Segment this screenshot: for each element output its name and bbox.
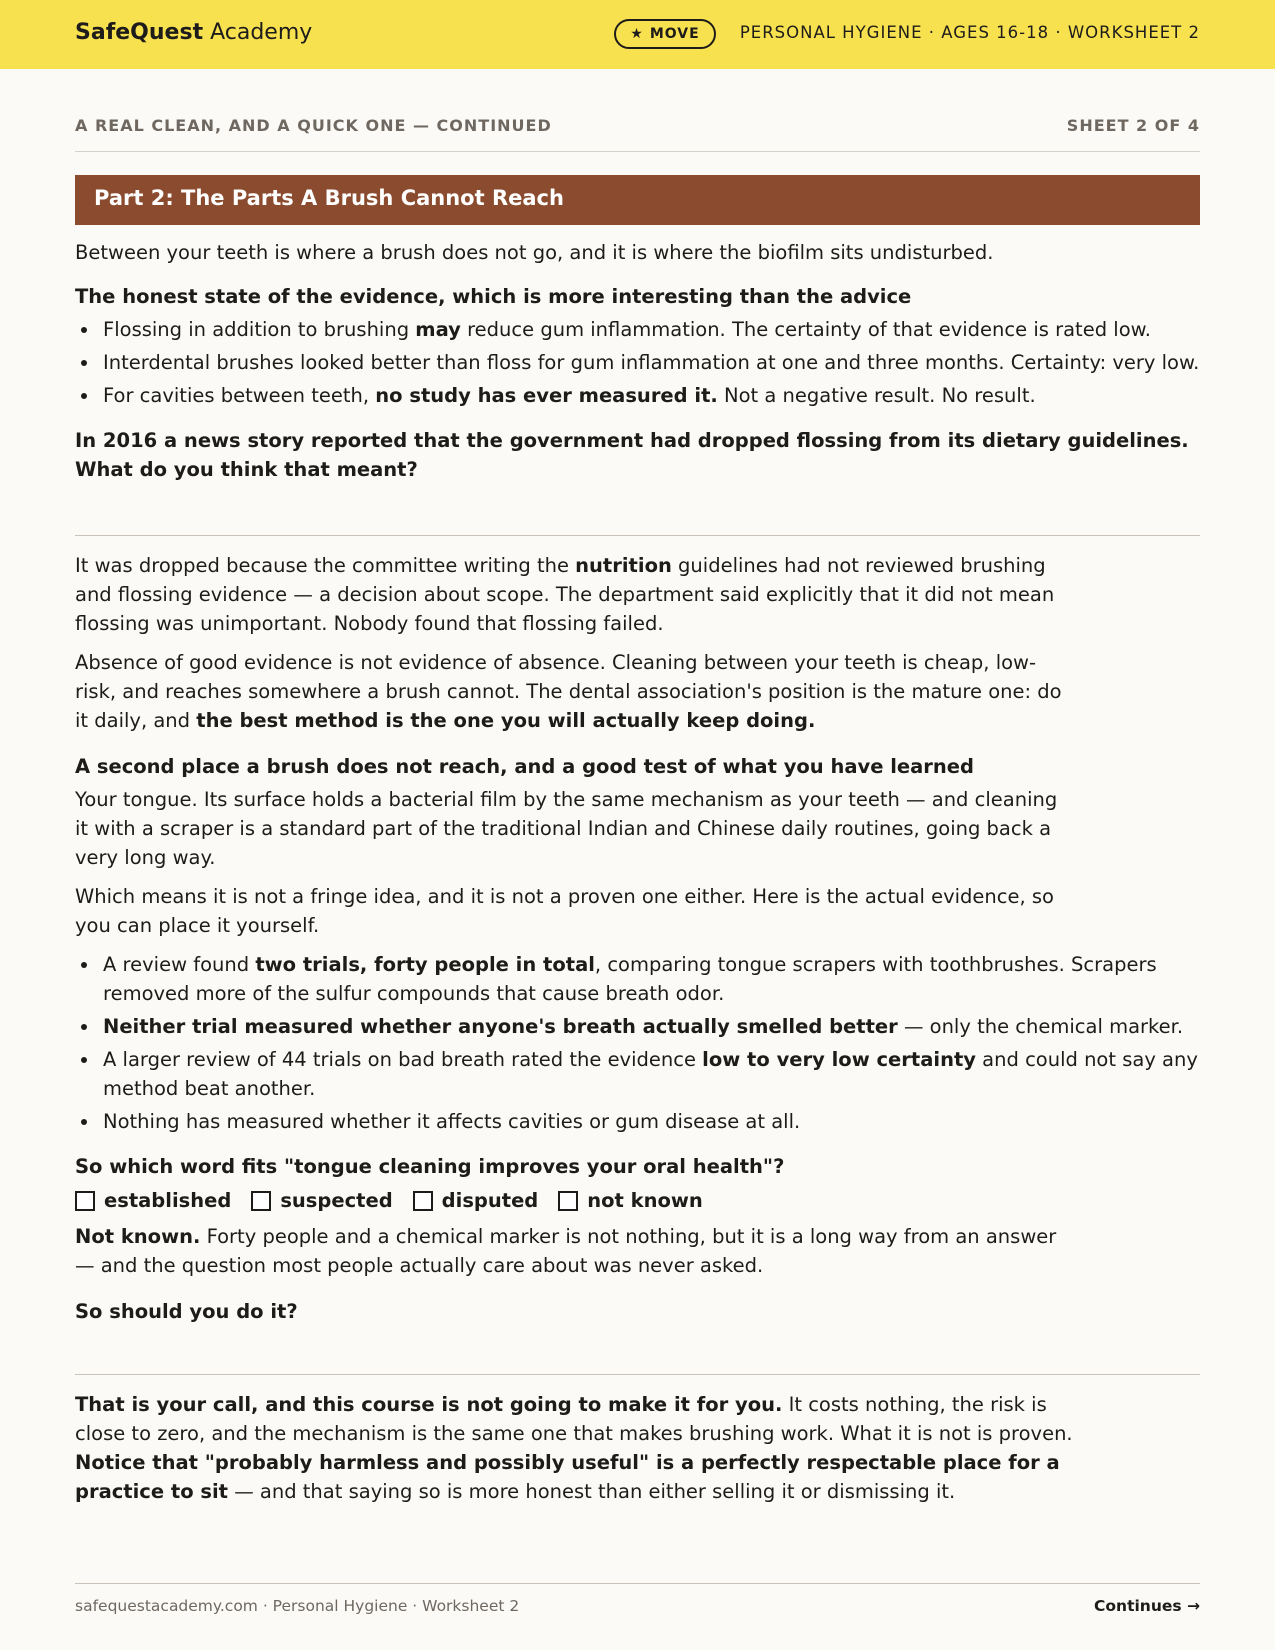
evidence-heading: The honest state of the evidence, which is more interesting than the advice <box>75 285 912 308</box>
top-banner <box>0 0 1275 69</box>
option-disputed[interactable]: disputed <box>413 1189 539 1212</box>
answer-options <box>75 1189 1200 1212</box>
tongue-paragraph: Which means it is not a fringe idea, and it is not a proven one either. Here is the actual evidence, so you can place it yourself. <box>75 885 1054 937</box>
answer-paragraph: Absence of good evidence is not evidence of absence. Cleaning between your teeth is cheap, low-risk, and reaches somewhere a brush cannot. The dental association's position is the mature one: do it daily, and the best method is the one you will actually keep doing. <box>75 651 1062 732</box>
brand-logo: SafeQuest Academy <box>75 20 313 45</box>
tongue-heading: A second place a brush does not reach, and a good test of what you have learned <box>75 755 974 778</box>
divider <box>75 151 1200 152</box>
checkbox[interactable] <box>558 1191 578 1211</box>
part-intro: Between your teeth is where a brush does not go, and it is where the biofilm sits undisturbed. <box>75 241 994 264</box>
sheet-number: SHEET 2 OF 4 <box>1066 116 1200 135</box>
star-icon: ★ <box>630 26 644 42</box>
option-established[interactable]: established <box>75 1189 231 1212</box>
footer-divider <box>75 1583 1200 1584</box>
list-item: Flossing in addition to brushing may reduce gum inflammation. The certainty of that evidence is rated low. <box>75 315 1200 344</box>
section-subtitle: A REAL CLEAN, AND A QUICK ONE — CONTINUED <box>75 116 552 135</box>
tongue-evidence-list <box>75 950 1200 1136</box>
tongue-paragraph: Your tongue. Its surface holds a bacterial film by the same mechanism as your teeth — and cleaning it with a scraper is a standard part of the traditional Indian and Chinese daily routines, going back a very long way. <box>75 788 1058 869</box>
option-suspected[interactable]: suspected <box>251 1189 392 1212</box>
list-item: Nothing has measured whether it affects cavities or gum disease at all. <box>75 1107 1200 1136</box>
list-item: Neither trial measured whether anyone's breath actually smelled better — only the chemical marker. <box>75 1012 1200 1041</box>
worksheet-meta: PERSONAL HYGIENE · AGES 16-18 · WORKSHEET 2 <box>739 23 1200 42</box>
continues-label: Continues → <box>1094 1597 1200 1615</box>
answer-paragraph: It was dropped because the committee writing the nutrition guidelines had not reviewed brushing and flossing evidence — a decision about scope. The department said explicitly that it did not mean flossing was unimportant. Nobody found that flossing failed. <box>75 554 1055 635</box>
move-badge-label: MOVE <box>649 26 700 42</box>
question-word-fit: So which word fits "tongue cleaning improves your oral health"? <box>75 1155 785 1178</box>
worksheet-content <box>75 238 1200 1506</box>
list-item: For cavities between teeth, no study has ever measured it. Not a negative result. No result. <box>75 381 1200 410</box>
answer-paragraph: Not known. Forty people and a chemical marker is not nothing, but it is a long way from an answer — and the question most people actually care about was never asked. <box>75 1225 1057 1277</box>
move-badge <box>614 19 716 49</box>
list-item: A larger review of 44 trials on bad breath rated the evidence low to very low certainty and could not say any method beat another. <box>75 1045 1200 1103</box>
checkbox[interactable] <box>413 1191 433 1211</box>
answer-space[interactable] <box>75 1326 1200 1374</box>
checkbox[interactable] <box>251 1191 271 1211</box>
list-item: Interdental brushes looked better than floss for gum inflammation at one and three months. Certainty: very low. <box>75 348 1200 377</box>
question-2016-flossing: In 2016 a news story reported that the government had dropped flossing from its dietary guidelines. What do you think that meant? <box>75 429 1189 481</box>
evidence-list <box>75 315 1200 410</box>
answer-space[interactable] <box>75 484 1200 535</box>
option-not-known[interactable]: not known <box>558 1189 703 1212</box>
part-title: Part 2: The Parts A Brush Cannot Reach <box>75 175 1200 225</box>
answer-paragraph: That is your call, and this course is not going to make it for you. It costs nothing, the risk is close to zero, and the mechanism is the same one that makes brushing work. What it is not is proven. Notice that "probably harmless and possibly useful" is a perfectly respectable place for a practice to sit — and that saying so is more honest than either selling it or dismissing it. <box>75 1393 1073 1503</box>
list-item: A review found two trials, forty people in total, comparing tongue scrapers with toothbrushes. Scrapers removed more of the sulfur compounds that cause breath odor. <box>75 950 1200 1008</box>
question-should-you: So should you do it? <box>75 1300 298 1323</box>
checkbox[interactable] <box>75 1191 95 1211</box>
footer-source: safequestacademy.com · Personal Hygiene · Worksheet 2 <box>75 1597 520 1615</box>
